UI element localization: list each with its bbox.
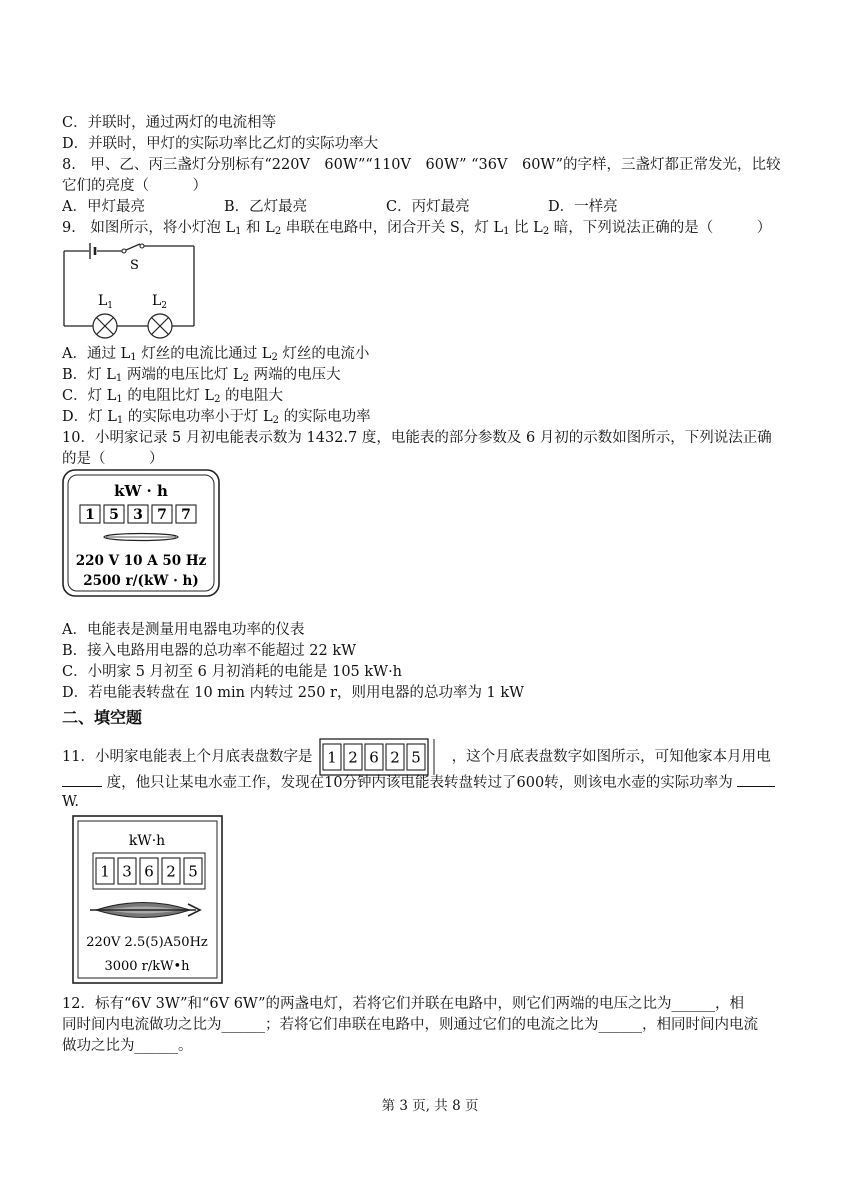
meter-rev: 3000 r/kW•h xyxy=(104,959,190,974)
digit: 2 xyxy=(166,862,176,881)
digit: 6 xyxy=(144,862,154,881)
q9-stem xyxy=(62,218,771,238)
text: D．灯 L xyxy=(62,409,117,425)
q8-option-a: A．甲灯最亮 xyxy=(62,199,145,215)
lamp2-label xyxy=(152,293,167,311)
lamp2-icon xyxy=(148,314,172,338)
meter-rev: 2500 r/(kW · h) xyxy=(83,573,199,589)
digit: 5 xyxy=(188,862,198,881)
digit: 2 xyxy=(348,748,358,767)
q10-stem-line1: 10．小明家记录 5 月初电能表示数为 1432.7 度，电能表的部分参数及 6 月初的示数如图所示，下列说法正确 xyxy=(62,430,772,446)
q9-text-a: 9. 如图所示，将小灯泡 L xyxy=(62,220,236,236)
answer-blank[interactable] xyxy=(62,772,102,787)
meter-digits xyxy=(96,858,202,884)
energy-meter-q11 xyxy=(72,815,224,985)
sub-2: 2 xyxy=(272,415,279,426)
text: B．灯 L xyxy=(62,367,116,383)
digit: 7 xyxy=(181,507,191,524)
lamp1-icon xyxy=(93,314,117,338)
sub-1: 1 xyxy=(115,373,123,384)
sub-1: 1 xyxy=(235,226,242,237)
digit: 2 xyxy=(390,748,400,767)
meter-spec: 220 V 10 A 50 Hz xyxy=(75,553,207,569)
q9-text-b: 和 L xyxy=(241,220,275,236)
digit: 5 xyxy=(411,748,421,767)
q8-option-b: B．乙灯最亮 xyxy=(224,199,308,215)
digit: 1 xyxy=(100,862,110,881)
battery-icon xyxy=(90,243,95,259)
meter-unit: kW · h xyxy=(114,482,168,500)
text: 的实际电功率 xyxy=(278,409,371,425)
q10-option-b: B．接入电路用电器的总功率不能超过 22 kW xyxy=(62,643,357,659)
sub-2: 2 xyxy=(542,226,550,237)
lamp1-label xyxy=(98,293,113,311)
q10-option-a: A．电能表是测量用电器电功率的仪表 xyxy=(62,622,305,638)
q12-stem-line1: 12．标有“6V 3W”和“6V 6W”的两盏电灯，若将它们并联在电路中，则它们两端的电压之比为______，相 xyxy=(62,996,745,1012)
section-title-fill-blank: 二、填空题 xyxy=(62,708,143,727)
q11-stem-line3: W. xyxy=(62,794,79,810)
q8-stem-line1: 8. 甲、乙、丙三盏灯分别标有“220V 60W”“110V 60W” “36V 60W”的字样，三盏灯都正常发光，比较 xyxy=(62,157,781,173)
q12-stem-line2: 同时间内电流做功之比为______；若将它们串联在电路中，则通过它们的电流之比为______，相同时间内电流 xyxy=(62,1017,758,1033)
q12-stem-line3: 做功之比为______。 xyxy=(62,1038,193,1054)
sub-1: 1 xyxy=(116,415,124,426)
sub-1: 1 xyxy=(503,226,510,237)
text: 两端的电压大 xyxy=(249,367,341,383)
meter-unit: kW·h xyxy=(128,833,166,849)
sub-1: 1 xyxy=(130,352,137,363)
text: 两端的电压比灯 L xyxy=(122,367,243,383)
option-d-parallel: D．并联时，甲灯的实际功率比乙灯的实际功率大 xyxy=(62,136,379,152)
q9-text-e: 暗，下列说法正确的是（ ） xyxy=(549,220,772,236)
q8-option-c: C．丙灯最亮 xyxy=(386,199,470,215)
text: C．灯 L xyxy=(62,388,117,404)
q11-stem-line1 xyxy=(62,738,771,776)
lamp1-subscript: 1 xyxy=(107,301,114,311)
digit: 3 xyxy=(122,862,132,881)
text: 的电阻大 xyxy=(220,388,284,404)
text: 的实际电功率小于灯 L xyxy=(123,409,273,425)
sub-1: 1 xyxy=(116,394,123,405)
page-footer: 第 3 页, 共 8 页 xyxy=(381,1098,479,1114)
q9-text-c: 串联在电路中，闭合开关 S，灯 L xyxy=(281,220,504,236)
q11-text-a: 11．小明家电能表上个月底表盘数字是 xyxy=(62,749,313,765)
energy-meter-q10 xyxy=(62,469,222,599)
q10-option-c: C．小明家 5 月初至 6 月初消耗的电能是 105 kW·h xyxy=(62,664,403,680)
option-c-parallel: C．并联时，通过两灯的电流相等 xyxy=(62,115,277,131)
lamp2-subscript: 2 xyxy=(161,301,168,311)
q11-stem-line2 xyxy=(62,772,775,793)
lamp2-letter: L xyxy=(152,293,162,309)
sub-2: 2 xyxy=(214,394,221,405)
switch-label: S xyxy=(130,258,139,273)
digit: 6 xyxy=(369,748,379,767)
q8-stem-line2: 它们的亮度（ ） xyxy=(62,178,207,194)
q9-option-a xyxy=(62,344,369,364)
q9-option-c xyxy=(62,386,283,406)
q9-option-d xyxy=(62,407,371,427)
sub-2: 2 xyxy=(274,226,282,237)
digit: 7 xyxy=(157,507,167,524)
meter-spec: 220V 2.5(5)A50Hz xyxy=(86,935,208,950)
q8-options xyxy=(62,197,710,217)
q9-option-b xyxy=(62,365,341,385)
series-circuit-diagram xyxy=(60,243,200,339)
q9-text-d: 比 L xyxy=(509,220,543,236)
q8-option-d: D．一样亮 xyxy=(548,199,618,215)
q10-stem-line2: 的是（ ） xyxy=(62,451,164,467)
lamp1-letter: L xyxy=(98,293,108,309)
digit-cells xyxy=(323,744,425,770)
switch-icon xyxy=(122,244,144,253)
last-month-meter-digits xyxy=(319,738,437,776)
digit: 3 xyxy=(133,507,143,524)
text: 灯丝的电流小 xyxy=(277,346,370,362)
q11-text-c: 度，他只让某电水壶工作，发现在10分钟内该电能表转盘转过了600转，则该电水壶的实际功率为 xyxy=(106,775,733,791)
digit: 1 xyxy=(327,748,337,767)
text: 灯丝的电流比通过 L xyxy=(136,346,272,362)
digit: 5 xyxy=(109,507,119,524)
text: 的电阻比灯 L xyxy=(122,388,215,404)
text: A．通过 L xyxy=(62,346,131,362)
sub-2: 2 xyxy=(271,352,278,363)
meter-digits xyxy=(80,505,196,523)
digit: 1 xyxy=(85,507,95,524)
answer-blank[interactable] xyxy=(737,772,775,787)
sub-2: 2 xyxy=(242,373,250,384)
q11-text-b: ，这个月底表盘数字如图所示，可知他家本月用电 xyxy=(451,749,771,765)
q10-option-d: D．若电能表转盘在 10 min 内转过 250 r，则用电器的总功率为 1 kW xyxy=(62,685,525,701)
